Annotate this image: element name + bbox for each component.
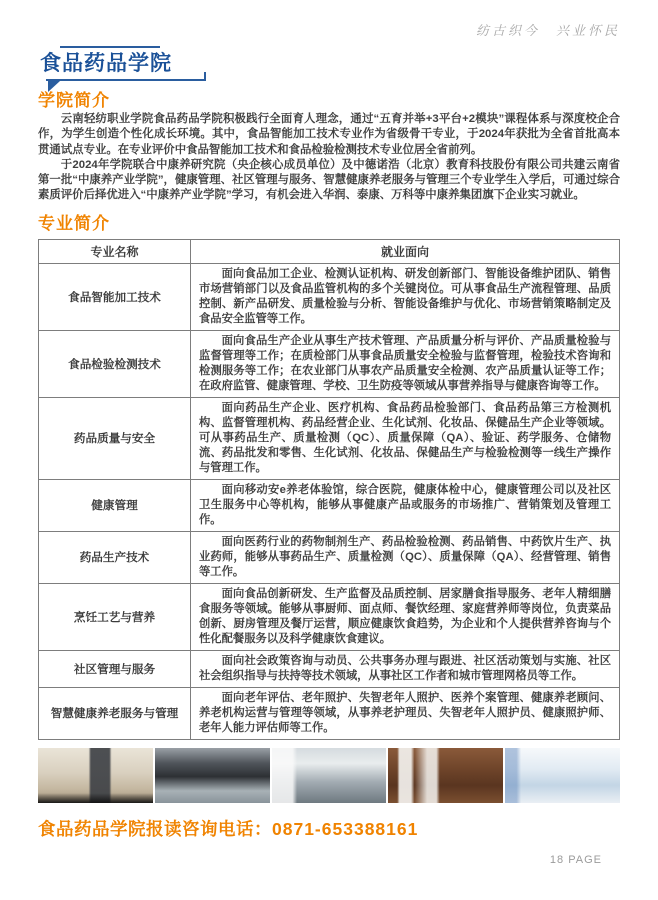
title-decoration-bottom-line [46,79,206,81]
lab-computer-photo [272,748,387,803]
page-footer [550,854,602,866]
campus-photo-strip [38,748,620,803]
intro-section [38,112,620,204]
speech-bubble-tail [48,81,60,92]
intro-section-heading: 学院简介 [38,91,110,110]
major-name: 社区管理与服务 [39,650,191,687]
employment-text: 面向食品创新研发、生产监督及品质控制、居家膳食指导服务、老年人精细膳食服务等领域。能够从事厨师、面点师、餐饮经理、家庭营养师等岗位，负责菜品创新、厨房管理及餐厅运营，顺应健康饮食趋势，为企业和个人提供营养咨询与个性化配餐服务以及科学健康饮食建议。 [199,587,611,645]
major-name: 药品生产技术 [39,531,191,583]
table-row [39,687,620,739]
column-header-major: 专业名称 [39,239,191,263]
employment-text: 面向药品生产企业、医疗机构、食品药品检验部门、食品药品第三方检测机构、监督管理机构、药品经营企业、生化试剂、化妆品、保健品生产企业等领域。可从事药品生产、质量检测（QC）、质量保障（QA）、验证、药学服务、仓储物流、药品批发和零售、生化试剂、化妆品、保健品生产与检验检测等一线生产操作与管理工作。 [199,401,611,474]
employment-text: 面向移动安e养老体验馆，综合医院，健康体检中心，健康管理公司以及社区卫生服务中心等机构，能够从事健康产品或服务的市场推广、营销策划及管理工作。 [199,483,611,526]
table-row [39,531,620,583]
major-name: 烹饪工艺与营养 [39,583,191,650]
page-label: PAGE [568,854,602,866]
employment-text: 面向社会政策咨询与动员、公共事务办理与跟进、社区活动策划与实施、社区社会组织指导与扶持等技术领域，从事社区工作者和城市管理网格员等工作。 [199,654,611,682]
majors-section-heading: 专业简介 [38,213,110,233]
employment-text: 面向食品生产企业从事生产技术管理、产品质量分析与评价、产品质量检验与监督管理等工作；在质检部门从事食品质量安全检验与监督管理，检验技术咨询和检测服务等工作；在农业部门从事农产品质量安全检测、农产品质量认证等工作；在政府监管、健康管理、学校、卫生防疫等领域从事营养指导与健康咨询等工作。 [199,334,611,392]
employment-text: 面向老年评估、老年照护、失智老年人照护、医养个案管理、健康养老顾问、养老机构运营与管理等领域，从事养老护理员、失智老年人照护员、健康照护师、老年人能力评估师等工作。 [199,691,611,734]
table-row [39,397,620,479]
tcm-pharmacy-photo [388,748,503,803]
contact-phone-number: 0871-653388161 [272,818,419,839]
intro-paragraph-1: 云南轻纺职业学院食品药品学院积极践行全面育人理念，通过“五育并举+3平台+2模块”课程体系与深度校企合作，为学生创造个性化成长环境。其中，食品智能加工技术专业作为省级骨干专业，于2024年获批为全省首批高本贯通试点专业。在专业评价中食品智能加工技术和食品检验检测技术专业位居全省前列。 [38,113,620,156]
major-name: 健康管理 [39,479,191,531]
contact-label: 食品药品学院报读咨询电话： [38,818,272,839]
school-motto: 纺古织今 兴业怀民 [475,24,620,39]
classroom-lecture-photo [38,748,153,803]
college-title: 食品药品学院 [40,52,172,75]
table-header-row [39,239,620,263]
college-title-block [38,46,228,81]
page-number: 18 [549,854,565,866]
table-row [39,650,620,687]
major-name: 食品智能加工技术 [39,263,191,330]
exhibition-hall-photo [505,748,620,803]
admission-contact-line [38,816,620,841]
employment-text: 面向医药行业的药物制剂生产、药品检验检测、药品销售、中药饮片生产、执业药师，能够从事药品生产、质量检测（QC）、质量保障（QA）、经营管理、销售等工作。 [199,535,611,578]
major-name: 食品检验检测技术 [39,330,191,397]
bubble-right-tick [204,72,206,79]
employment-text: 面向食品加工企业、检测认证机构、研发创新部门、智能设备维护团队、销售市场营销部门以及食品监管机构的多个关键岗位。可从事食品生产流程管理、品质控制、新产品研发、质量检验与分析、智能设备维护与优化、市场营销策略制定及食品安全监管等工作。 [199,267,611,325]
table-row [39,583,620,650]
culinary-training-photo [155,748,270,803]
major-name: 智慧健康养老服务与管理 [39,687,191,739]
table-row [39,263,620,330]
column-header-employment: 就业面向 [191,239,620,263]
major-name: 药品质量与安全 [39,397,191,479]
intro-paragraph-2: 于2024年学院联合中康养研究院（央企核心成员单位）及中德诺浩（北京）教育科技股份有限公司共建云南省第一批“中康养产业学院”，健康管理、社区管理与服务、智慧健康养老服务与管理三个专业学生入学后，可通过综合素质评价后择优进入“中康养产业学院”学习，有机会进入华润、泰康、万科等中康养集团旗下企业实习就业。 [38,158,620,202]
majors-table [38,239,620,740]
table-row [39,330,620,397]
table-row [39,479,620,531]
